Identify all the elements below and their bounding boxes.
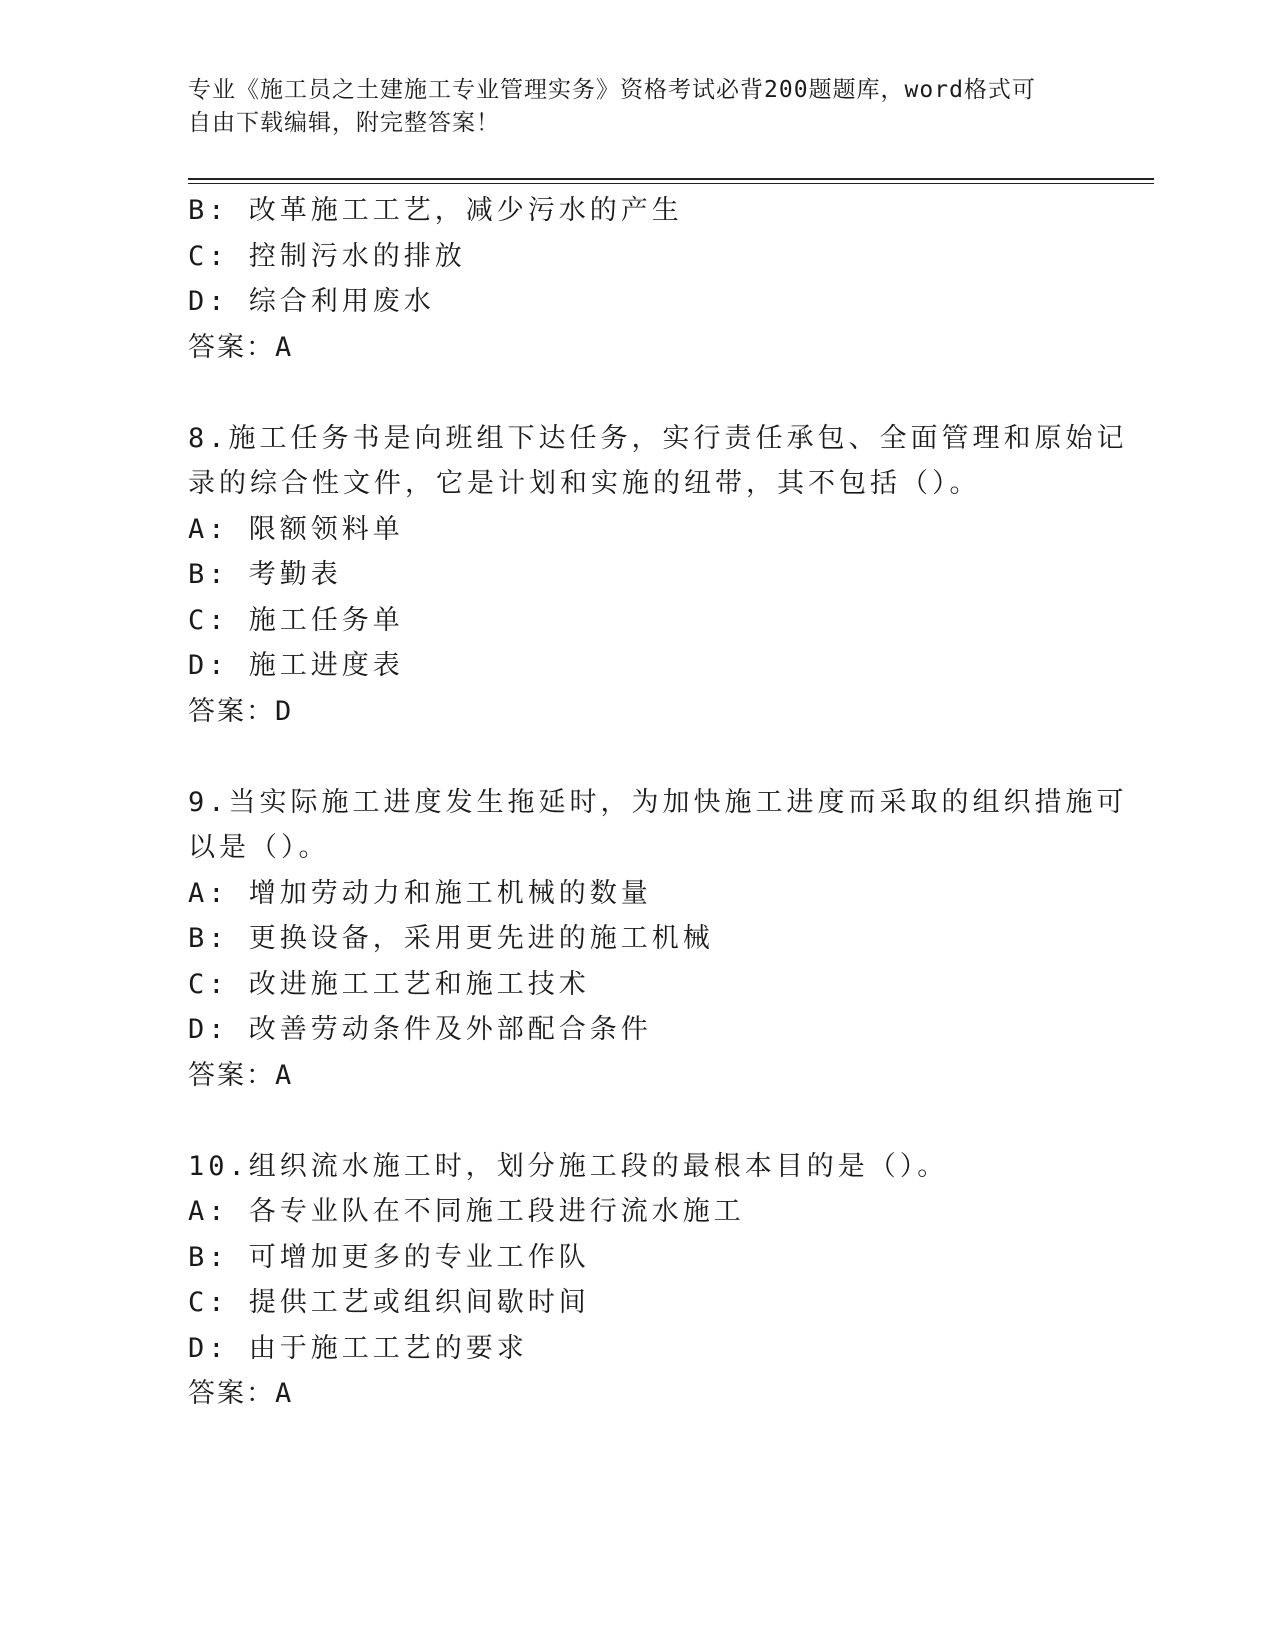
option-a: A: 限额领料单 <box>188 513 404 545</box>
answer-value: A <box>275 331 294 363</box>
option-b: B: 可增加更多的专业工作队 <box>188 1241 590 1273</box>
question-7-continued <box>188 188 1068 370</box>
option-c: C: 提供工艺或组织间歇时间 <box>188 1287 590 1318</box>
spacer <box>188 370 1068 416</box>
header-line-1: 专业《施工员之土建施工专业管理实务》资格考试必背200题题库，word格式可 <box>188 77 1036 103</box>
question-stem-line: 8.施工任务书是向班组下达任务，实行责任承包、全面管理和原始记 <box>188 422 1128 454</box>
answer-line <box>188 1053 1068 1099</box>
option-a: A: 增加劳动力和施工机械的数量 <box>188 877 652 909</box>
question-10 <box>188 1144 1068 1417</box>
question-stem-line: 录的综合性文件，它是计划和实施的纽带，其不包括（）。 <box>188 468 981 499</box>
option-d: D: 施工进度表 <box>188 650 404 681</box>
answer-value: A <box>275 1378 294 1409</box>
answer-label: 答案： <box>188 331 275 363</box>
option-c: C: 施工任务单 <box>188 604 404 636</box>
question-list <box>188 188 1128 1417</box>
header-divider <box>188 178 1154 180</box>
answer-line <box>188 1371 1068 1417</box>
option-d: D: 由于施工工艺的要求 <box>188 1332 528 1364</box>
option-c: C: 改进施工工艺和施工技术 <box>188 968 590 1000</box>
option-a: A: 各专业队在不同施工段进行流水施工 <box>188 1196 745 1227</box>
option-d: D: 综合利用废水 <box>188 286 435 317</box>
option-c: C: 控制污水的排放 <box>188 240 466 272</box>
answer-line <box>188 689 1068 735</box>
answer-label: 答案： <box>188 1059 275 1091</box>
header-divider-thin <box>188 183 1154 184</box>
option-d: D: 改善劳动条件及外部配合条件 <box>188 1014 652 1045</box>
spacer <box>188 734 1068 780</box>
answer-label: 答案： <box>188 1378 275 1409</box>
question-stem-line: 9.当实际施工进度发生拖延时，为加快施工进度而采取的组织措施可 <box>188 786 1128 818</box>
answer-line <box>188 325 1068 371</box>
spacer <box>188 1098 1068 1144</box>
question-stem-line: 以是（）。 <box>188 832 330 863</box>
option-b: B: 更换设备，采用更先进的施工机械 <box>188 923 714 954</box>
answer-label: 答案： <box>188 695 275 727</box>
answer-value: D <box>275 695 294 727</box>
answer-value: A <box>275 1059 294 1091</box>
question-8 <box>188 416 1128 735</box>
question-9 <box>188 780 1128 1099</box>
option-b: B: 考勤表 <box>188 559 342 590</box>
option-b: B: 改革施工工艺，减少污水的产生 <box>188 195 683 226</box>
question-stem-line: 10.组织流水施工时，划分施工段的最根本目的是（）。 <box>188 1150 949 1182</box>
header-line-2: 自由下载编辑，附完整答案！ <box>188 110 500 136</box>
document-header <box>188 74 1068 140</box>
